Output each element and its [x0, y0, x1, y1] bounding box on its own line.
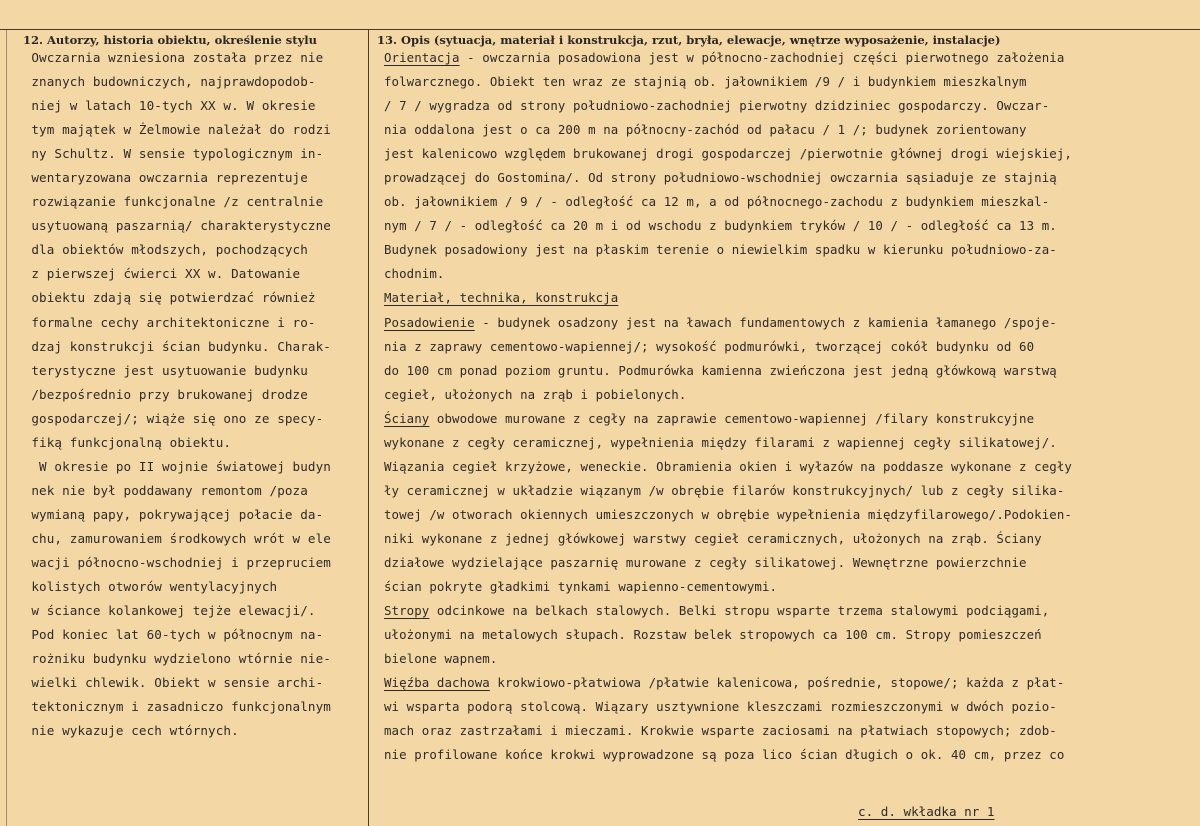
description-text: ułożonymi na metalowych słupach. Rozstaw belek stropowych ca 100 cm. Stropy pomieszczeń	[384, 627, 1042, 643]
description-text: - owczarnia posadowiona jest w północno-zachodniej części pierwotnego założenia	[459, 50, 1065, 65]
continuation-note: c. d. wkładka nr 1	[858, 804, 995, 819]
description-text: obwodowe murowane z cegły na zaprawie cementowo-wapiennej /filary konstrukcyjne	[429, 410, 1035, 426]
description-text: wykonane z cegły ceramicznej, wypełnienia między filarami z wapiennej cegły silikatowej/.	[384, 434, 1057, 450]
description-text-line	[384, 335, 1196, 359]
section-term: Posadowienie	[384, 314, 475, 330]
description-text: nia z zaprawy cementowo-wapiennej/; wysokość podmurówki, tworzącej cokół budynku od 60	[384, 338, 1035, 354]
description-text: nym / 7 / - odległość ca 20 m i od wschodu z budynkiem tryków / 10 / - odległość ca 13 m.	[384, 218, 1057, 234]
description-text-line	[384, 671, 1196, 695]
description-text: Budynek posadowiony jest na płaskim terenie o niewielkim spadku w kierunku południowo-za-	[384, 242, 1057, 258]
description-text: wi wsparta podorą stolcową. Wiązary usztywnione kleszczami rozmieszczonymi w dwóch pozio-	[384, 699, 1057, 715]
description-text-line	[384, 383, 1196, 407]
description-text-line	[384, 719, 1196, 743]
description-text: / 7 / wygradza od strony południowo-zachodniej pierwotny dzidziniec gospodarczy. Owczar-	[384, 98, 1050, 114]
description-text: chodnim.	[384, 266, 445, 282]
history-text-line: terystyczne jest usytuowanie budynku	[16, 362, 308, 378]
history-text-line: rozwiązanie funkcjonalne /z centralnie	[16, 194, 324, 210]
description-text-line	[384, 190, 1196, 214]
description-column	[384, 46, 1196, 767]
description-text-line	[384, 743, 1196, 767]
description-text-line	[384, 599, 1196, 623]
description-text: - budynek osadzony jest na ławach fundamentowych z kamienia łamanego /spoje-	[474, 314, 1057, 330]
description-text-line	[384, 647, 1196, 671]
description-text-line	[384, 46, 1196, 70]
description-text: cegieł, ułożonych na zrąb i pobielonych.	[384, 386, 687, 402]
history-text-line: dzaj konstrukcji ścian budynku. Charak-	[16, 338, 331, 354]
section-term: Stropy	[384, 603, 430, 619]
description-text-line	[384, 527, 1196, 551]
history-text-line: /bezpośrednio przy brukowanej drodze	[16, 386, 308, 402]
description-text: bielone wapnem.	[384, 651, 498, 667]
description-text: nia oddalona jest o ca 200 m na północny-zachód od pałacu / 1 /; budynek zorientowany	[384, 122, 1027, 138]
description-text-line	[384, 575, 1196, 599]
history-text-line: tektonicznym i zasadniczo funkcjonalnym	[16, 699, 331, 715]
history-text-line: wacji północno-wschodniej i przepruciem	[16, 554, 331, 570]
description-text-line	[384, 94, 1196, 118]
history-text-line: z pierwszej ćwierci XX w. Datowanie	[16, 266, 301, 282]
description-text-line	[384, 286, 1196, 310]
history-text-line: ny Schultz. W sensie typologicznym in-	[16, 146, 324, 162]
description-text-line	[384, 431, 1196, 455]
section-term: Orientacja	[384, 50, 460, 65]
history-text-line: znanych budowniczych, najprawdopodob-	[16, 74, 316, 90]
section-13-header: 13. Opis (sytuacja, materiał i konstrukcja, rzut, bryła, elewacje, wnętrze wyposażenie, instalacje)	[377, 33, 1001, 47]
history-text-line: wielki chlewik. Obiekt w sensie archi-	[16, 675, 324, 691]
description-text: do 100 cm ponad poziom gruntu. Podmurówka kamienna zwieńczona jest jedną główkową warstwą	[384, 362, 1057, 378]
description-text-line	[384, 166, 1196, 190]
description-text-line	[384, 70, 1196, 94]
history-text-line: chu, zamurowaniem środkowych wrót w ele	[16, 530, 331, 546]
description-text-line	[384, 551, 1196, 575]
description-text-line	[384, 455, 1196, 479]
description-text-line	[384, 407, 1196, 431]
description-text-line	[384, 479, 1196, 503]
description-text: odcinkowe na belkach stalowych. Belki stropu wsparte trzema stalowymi podciągami,	[429, 603, 1050, 619]
description-text: ob. jałownikiem / 9 / - odległość ca 12 m, a od północnego-zachodu z budynkiem mieszkal-	[384, 194, 1050, 210]
history-text-line: kolistych otworów wentylacyjnych	[16, 579, 278, 595]
history-text-line: gospodarczej/; wiąże się ono ze specy-	[16, 410, 324, 426]
description-text: ścian pokryte gładkimi tynkami wapienno-cementowymi.	[384, 579, 778, 595]
description-text-line	[384, 142, 1196, 166]
description-text: działowe wydzielające paszarnię murowane z cegły silikatowej. Wewnętrzne powierzchnie	[384, 554, 1027, 570]
description-text: folwarcznego. Obiekt ten wraz ze stajnią ob. jałownikiem /9 / i budynkiem mieszkalnym	[384, 74, 1027, 90]
description-text: ły ceramicznej w układzie wiązanym /w obrębie filarów konstrukcyjnych/ lub z cegły silika-	[384, 482, 1065, 498]
description-text-line	[384, 695, 1196, 719]
history-text-line: wymianą papy, pokrywającej połacie da-	[16, 506, 324, 522]
history-text-line: Owczarnia wzniesiona została przez nie	[16, 50, 324, 65]
description-text: niki wykonane z jednej główkowej warstwy cegieł ceramicznych, ułożonych na zrąb. Ściany	[384, 530, 1042, 546]
history-text-line: nek nie był poddawany remontom /poza	[16, 482, 308, 498]
description-text: mach oraz zastrzałami i mieczami. Krokwie wsparte zaciosami na płatwiach stopowych; zdob-	[384, 723, 1057, 739]
description-text-line	[384, 503, 1196, 527]
history-text-line: usytuowaną paszarnią/ charakterystyczne	[16, 218, 331, 234]
description-text: krokwiowo-płatwiowa /płatwie kalenicowa, pośrednie, stopowe/; każda z płat-	[489, 675, 1065, 691]
description-text: jest kalenicowo względem brukowanej drogi gospodarczej /pierwotnie głównej drogi wiejskiej,	[384, 146, 1072, 162]
history-text-line: dla obiektów młodszych, pochodzących	[16, 242, 308, 258]
history-text-line: fiką funkcjonalną obiektu.	[16, 434, 232, 450]
description-text-line	[384, 262, 1196, 286]
section-term: Materiał, technika, konstrukcja	[384, 290, 619, 306]
history-text-line: niej w latach 10-tych XX w. W okresie	[16, 98, 316, 114]
section-12-header: 12. Autorzy, historia obiektu, określenie stylu	[23, 33, 317, 47]
description-text-line	[384, 311, 1196, 335]
left-margin-line	[6, 29, 7, 826]
description-text-line	[384, 359, 1196, 383]
history-text-line: wentaryzowana owczarnia reprezentuje	[16, 170, 308, 186]
description-text-line	[384, 118, 1196, 142]
history-text-line: W okresie po II wojnie światowej budyn	[16, 458, 331, 474]
section-term: Ściany	[384, 410, 430, 426]
history-column	[16, 46, 364, 743]
history-text-line: rożniku budynku wydzielono wtórnie nie-	[16, 651, 331, 667]
header-rule	[0, 29, 1200, 30]
description-text: towej /w otworach okiennych umieszczonych w obrębie wypełnienia międzyfilarowego/.Podokien-	[384, 506, 1072, 522]
column-divider	[368, 29, 369, 826]
description-text: nie profilowane końce krokwi wyprowadzone są poza lico ścian długich o ok. 40 cm, przez co	[384, 747, 1065, 763]
description-text: Wiązania cegieł krzyżowe, weneckie. Obramienia okien i wyłazów na poddasze wykonane z cegły	[384, 458, 1072, 474]
history-text-line: Pod koniec lat 60-tych w północnym na-	[16, 627, 324, 643]
history-text-line: tym majątek w Żelmowie należał do rodzi	[16, 122, 331, 138]
history-text-line: nie wykazuje cech wtórnych.	[16, 723, 239, 739]
description-text-line	[384, 214, 1196, 238]
history-text-line: w ściance kolankowej tejże elewacji/.	[16, 603, 316, 619]
description-text-line	[384, 623, 1196, 647]
description-text-line	[384, 238, 1196, 262]
history-text-line: formalne cechy architektoniczne i ro-	[16, 314, 316, 330]
description-text: prowadzącej do Gostomina/. Od strony południowo-wschodniej owczarnia sąsiaduje ze stajnią	[384, 170, 1057, 186]
history-text-line: obiektu zdają się potwierdzać również	[16, 290, 316, 306]
section-term: Więźba dachowa	[384, 675, 490, 691]
